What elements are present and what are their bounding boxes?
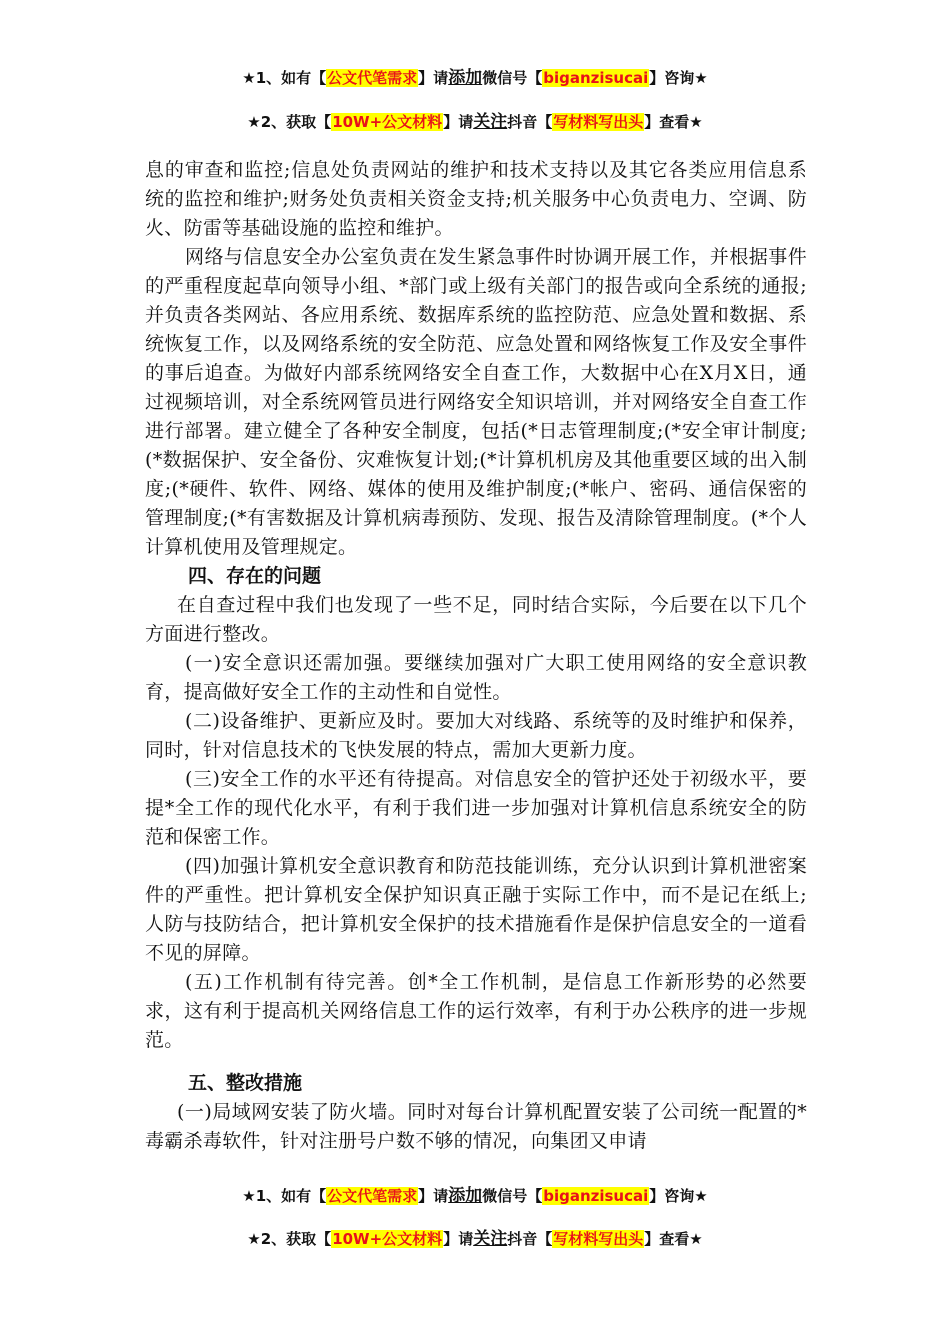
highlight-label: biganzisucai (543, 1187, 649, 1205)
highlight-label: 10W+公文材料 (332, 1230, 443, 1248)
highlight-label: 10W+公文材料 (332, 113, 443, 131)
paragraph: 网络与信息安全办公室负责在发生紧急事件时协调开展工作，并根据事件的严重程度起草向领导小组、*部门或上级有关部门的报告或向全系统的通报;并负责各类网站、各应用系统、数据库系统的监控防范、应急处置和数据、系统恢复工作，以及网络系统的安全防范、应急处置和网络恢复工作及安全事件的事后追查。为做好内部系统网络安全自查工作，大数据中心在X月X日，通过视频培训，对全系统网管员进行网络安全知识培训，并对网络安全自查工作进行部署。建立健全了各种安全制度，包括(*日志管理制度;(*安全审计制度;(*数据保护、安全备份、灾难恢复计划;(*计算机机房及其他重要区域的出入制度;(*硬件、软件、网络、媒体的使用及维护制度;(*帐户、密码、通信保密的管理制度;(*有害数据及计算机病毒预防、发现、报告及清除管理制度。(*个人计算机使用及管理规定。 (145, 246, 807, 558)
paragraph: (一)安全意识还需加强。要继续加强对广大职工使用网络的安全意识教育，提高做好安全工作的主动性和自觉性。 (145, 652, 807, 703)
highlight-label: biganzisucai (543, 69, 649, 87)
highlight-label: 公文代笔需求 (327, 69, 418, 87)
highlight-label: 写材料写出头 (553, 1230, 644, 1248)
paragraph: (五)工作机制有待完善。创*全工作机制，是信息工作新形势的必然要求，这有利于提高机关网络信息工作的运行效率，有利于办公秩序的进一步规范。 (145, 971, 807, 1051)
document-body (145, 156, 807, 1156)
bottom-banner-2: ★2、获取【10W+公文材料】请关注抖音【写材料写出头】查看★ (247, 1229, 703, 1249)
section-heading: 五、整改措施 (188, 1072, 303, 1094)
paragraph: (四)加强计算机安全意识教育和防范技能训练，充分认识到计算机泄密案件的严重性。把计算机安全保护知识真正融于实际工作中，而不是记在纸上;人防与技防结合，把计算机安全保护的技术措施看作是保护信息安全的一道看不见的屏障。 (145, 855, 807, 964)
paragraph: (三)安全工作的水平还有待提高。对信息安全的管护还处于初级水平，要提*全工作的现代化水平，有利于我们进一步加强对计算机信息系统安全的防范和保密工作。 (145, 768, 807, 848)
paragraph: 在自查过程中我们也发现了一些不足，同时结合实际，今后要在以下几个方面进行整改。 (145, 594, 807, 645)
paragraph: (一)局域网安装了防火墙。同时对每台计算机配置安装了公司统一配置的*毒霸杀毒软件，针对注册号户数不够的情况，向集团又申请 (145, 1101, 807, 1152)
paragraph: (二)设备维护、更新应及时。要加大对线路、系统等的及时维护和保养，同时，针对信息技术的飞快发展的特点，需加大更新力度。 (145, 710, 807, 761)
highlight-label: 写材料写出头 (553, 113, 644, 131)
highlight-label: 公文代笔需求 (327, 1187, 418, 1205)
top-banner-2: ★2、获取【10W+公文材料】请关注抖音【写材料写出头】查看★ (247, 112, 703, 132)
top-banner-1: ★1、如有【公文代笔需求】请添加微信号【biganzisucai】咨询★ (242, 68, 708, 88)
bottom-banner-1: ★1、如有【公文代笔需求】请添加微信号【biganzisucai】咨询★ (242, 1186, 708, 1206)
section-heading: 四、存在的问题 (188, 565, 322, 587)
paragraph: 息的审查和监控;信息处负责网站的维护和技术支持以及其它各类应用信息系统的监控和维护;财务处负责相关资金支持;机关服务中心负责电力、空调、防火、防雷等基础设施的监控和维护。 (145, 159, 807, 239)
